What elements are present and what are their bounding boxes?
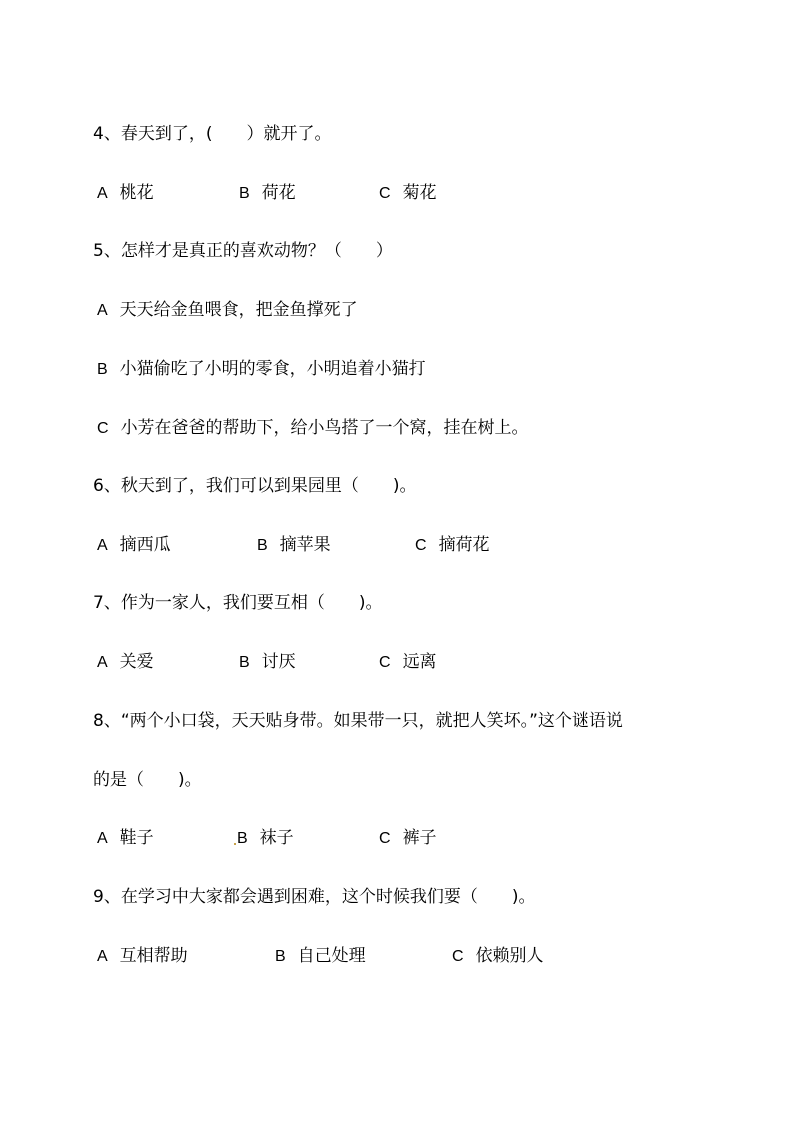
question-5-option-c[interactable] [97, 416, 529, 441]
option-letter: B [237, 830, 248, 847]
option-letter: C [415, 537, 427, 554]
option-text: 小猫偷吃了小明的零食，小明追着小猫打 [119, 359, 426, 379]
question-6-options [97, 533, 717, 557]
option-letter: C [379, 185, 391, 202]
option-letter: A [97, 830, 108, 847]
option-letter: B [275, 948, 286, 965]
option-b[interactable] [239, 650, 296, 675]
option-letter: C [97, 420, 109, 437]
option-text: 摘西瓜 [119, 535, 171, 555]
question-7-options [97, 650, 717, 674]
question-8-stem-line-1: 8、“两个小口袋，天天贴身带。如果带一只，就把人笑坏。”这个谜语说 [93, 711, 623, 731]
option-text: 菊花 [402, 183, 437, 203]
option-b[interactable] [234, 826, 294, 851]
option-text: 自己处理 [297, 946, 366, 966]
question-9-options [97, 944, 717, 968]
option-b[interactable] [257, 533, 331, 558]
option-letter: B [97, 361, 108, 378]
option-c[interactable] [415, 533, 490, 558]
question-4-stem: 4、春天到了，( ）就开了。 [93, 124, 332, 144]
option-text: 鞋子 [119, 828, 154, 848]
option-b[interactable] [239, 181, 296, 206]
option-text: 讨厌 [261, 652, 296, 672]
option-c[interactable] [379, 181, 437, 206]
option-a[interactable] [97, 826, 154, 851]
option-text: 裤子 [402, 828, 437, 848]
option-b[interactable] [275, 944, 366, 969]
option-letter: B [239, 654, 250, 671]
option-text: 互相帮助 [119, 946, 188, 966]
option-a[interactable] [97, 181, 154, 206]
option-c[interactable] [379, 650, 437, 675]
mark-dot-icon [234, 843, 236, 845]
option-c[interactable] [379, 826, 437, 851]
question-5-option-a[interactable] [97, 298, 358, 323]
question-4-options [97, 181, 717, 205]
option-letter: A [97, 948, 108, 965]
option-a[interactable] [97, 533, 171, 558]
option-c[interactable] [452, 944, 544, 969]
option-letter: A [97, 654, 108, 671]
option-letter: A [97, 302, 108, 319]
question-5-option-b[interactable] [97, 357, 426, 382]
option-text: 远离 [402, 652, 437, 672]
option-text: 依赖别人 [475, 946, 544, 966]
option-a[interactable] [97, 650, 154, 675]
question-8-options [97, 826, 717, 850]
option-letter: C [452, 948, 464, 965]
option-text: 桃花 [119, 183, 154, 203]
option-letter: A [97, 185, 108, 202]
option-text: 天天给金鱼喂食，把金鱼撑死了 [119, 300, 358, 320]
question-6-stem: 6、秋天到了，我们可以到果园里（ )。 [93, 476, 417, 496]
option-letter: B [239, 185, 250, 202]
option-text: 小芳在爸爸的帮助下，给小鸟搭了一个窝，挂在树上。 [120, 418, 529, 438]
question-5-stem: 5、怎样才是真正的喜欢动物？（ ） [93, 241, 393, 261]
option-text: 摘苹果 [279, 535, 331, 555]
option-letter: A [97, 537, 108, 554]
question-7-stem: 7、作为一家人，我们要互相（ )。 [93, 593, 383, 613]
option-text: 摘荷花 [438, 535, 490, 555]
option-text: 袜子 [259, 828, 294, 848]
question-8-stem-line-2: 的是（ )。 [93, 770, 202, 790]
option-text: 荷花 [261, 183, 296, 203]
option-text: 关爱 [119, 652, 154, 672]
option-letter: C [379, 654, 391, 671]
option-letter: C [379, 830, 391, 847]
question-9-stem: 9、在学习中大家都会遇到困难，这个时候我们要（ )。 [93, 887, 536, 907]
option-letter: B [257, 537, 268, 554]
option-a[interactable] [97, 944, 188, 969]
